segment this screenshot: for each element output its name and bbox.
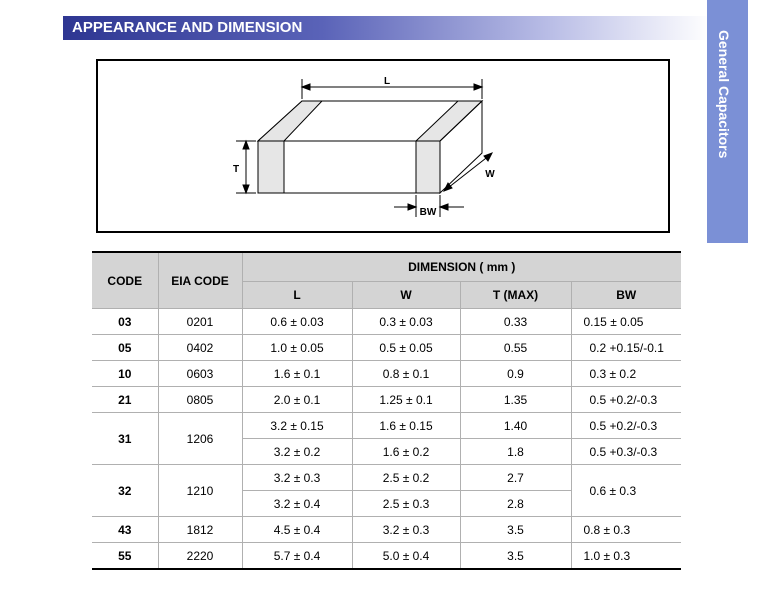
table-row xyxy=(92,413,681,439)
side-tab-label: General Capacitors xyxy=(716,30,732,159)
cell-T: 3.5 xyxy=(460,543,571,570)
cell-T: 0.55 xyxy=(460,335,571,361)
cell-L: 3.2 ± 0.2 xyxy=(242,439,352,465)
header-L: L xyxy=(242,282,352,309)
dimension-table xyxy=(92,251,681,570)
cell-BW: 1.0 ± 0.3 xyxy=(571,543,681,570)
cell-code: 32 xyxy=(92,465,158,517)
header-eia-code: EIA CODE xyxy=(158,252,242,309)
cell-eia: 1812 xyxy=(158,517,242,543)
cell-T: 3.5 xyxy=(460,517,571,543)
cell-BW: 0.3 ± 0.2 xyxy=(571,361,681,387)
cell-W: 2.5 ± 0.3 xyxy=(352,491,460,517)
cell-BW: 0.5 +0.2/-0.3 xyxy=(571,387,681,413)
label-BW: BW xyxy=(419,207,437,218)
cell-L: 1.0 ± 0.05 xyxy=(242,335,352,361)
cell-W: 2.5 ± 0.2 xyxy=(352,465,460,491)
dimension-diagram xyxy=(96,59,670,233)
header-BW: BW xyxy=(571,282,681,309)
cell-eia: 0805 xyxy=(158,387,242,413)
cell-W: 1.25 ± 0.1 xyxy=(352,387,460,413)
cell-T: 1.8 xyxy=(460,439,571,465)
cell-code: 55 xyxy=(92,543,158,570)
capacitor-drawing xyxy=(98,61,668,231)
table-row xyxy=(92,335,681,361)
cell-BW: 0.8 ± 0.3 xyxy=(571,517,681,543)
cell-L: 3.2 ± 0.4 xyxy=(242,491,352,517)
cell-code: 05 xyxy=(92,335,158,361)
side-tab[interactable] xyxy=(707,0,748,243)
cell-L: 5.7 ± 0.4 xyxy=(242,543,352,570)
cell-code: 43 xyxy=(92,517,158,543)
cell-L: 3.2 ± 0.3 xyxy=(242,465,352,491)
label-L: L xyxy=(383,76,391,87)
table-row xyxy=(92,309,681,335)
cell-code: 03 xyxy=(92,309,158,335)
cell-code: 31 xyxy=(92,413,158,465)
table-row xyxy=(92,465,681,491)
cell-code: 21 xyxy=(92,387,158,413)
table-row xyxy=(92,387,681,413)
cell-L: 1.6 ± 0.1 xyxy=(242,361,352,387)
cell-L: 3.2 ± 0.15 xyxy=(242,413,352,439)
table-row xyxy=(92,361,681,387)
cell-eia: 1206 xyxy=(158,413,242,465)
cell-T: 0.33 xyxy=(460,309,571,335)
header-dimension: DIMENSION ( mm ) xyxy=(242,252,681,282)
cell-W: 0.5 ± 0.05 xyxy=(352,335,460,361)
label-W: W xyxy=(485,169,495,180)
cell-W: 5.0 ± 0.4 xyxy=(352,543,460,570)
header-W: W xyxy=(352,282,460,309)
cell-T: 0.9 xyxy=(460,361,571,387)
cell-W: 0.3 ± 0.03 xyxy=(352,309,460,335)
table-row xyxy=(92,517,681,543)
cell-eia: 2220 xyxy=(158,543,242,570)
header-T: T (MAX) xyxy=(460,282,571,309)
cell-W: 1.6 ± 0.2 xyxy=(352,439,460,465)
cell-T: 2.7 xyxy=(460,465,571,491)
cell-W: 0.8 ± 0.1 xyxy=(352,361,460,387)
cell-BW: 0.2 +0.15/-0.1 xyxy=(571,335,681,361)
section-banner xyxy=(63,16,711,40)
cell-W: 1.6 ± 0.15 xyxy=(352,413,460,439)
cell-L: 0.6 ± 0.03 xyxy=(242,309,352,335)
cell-T: 1.35 xyxy=(460,387,571,413)
label-T: T xyxy=(232,164,240,175)
cell-BW: 0.6 ± 0.3 xyxy=(571,465,681,517)
cell-eia: 0201 xyxy=(158,309,242,335)
cell-T: 1.40 xyxy=(460,413,571,439)
cell-BW: 0.5 +0.3/-0.3 xyxy=(571,439,681,465)
cell-BW: 0.15 ± 0.05 xyxy=(571,309,681,335)
cell-eia: 1210 xyxy=(158,465,242,517)
cell-W: 3.2 ± 0.3 xyxy=(352,517,460,543)
cell-L: 4.5 ± 0.4 xyxy=(242,517,352,543)
cell-T: 2.8 xyxy=(460,491,571,517)
section-title: APPEARANCE AND DIMENSION xyxy=(72,19,303,36)
cell-eia: 0603 xyxy=(158,361,242,387)
cell-L: 2.0 ± 0.1 xyxy=(242,387,352,413)
table-row xyxy=(92,543,681,570)
header-code: CODE xyxy=(92,252,158,309)
cell-code: 10 xyxy=(92,361,158,387)
cell-BW: 0.5 +0.2/-0.3 xyxy=(571,413,681,439)
cell-eia: 0402 xyxy=(158,335,242,361)
